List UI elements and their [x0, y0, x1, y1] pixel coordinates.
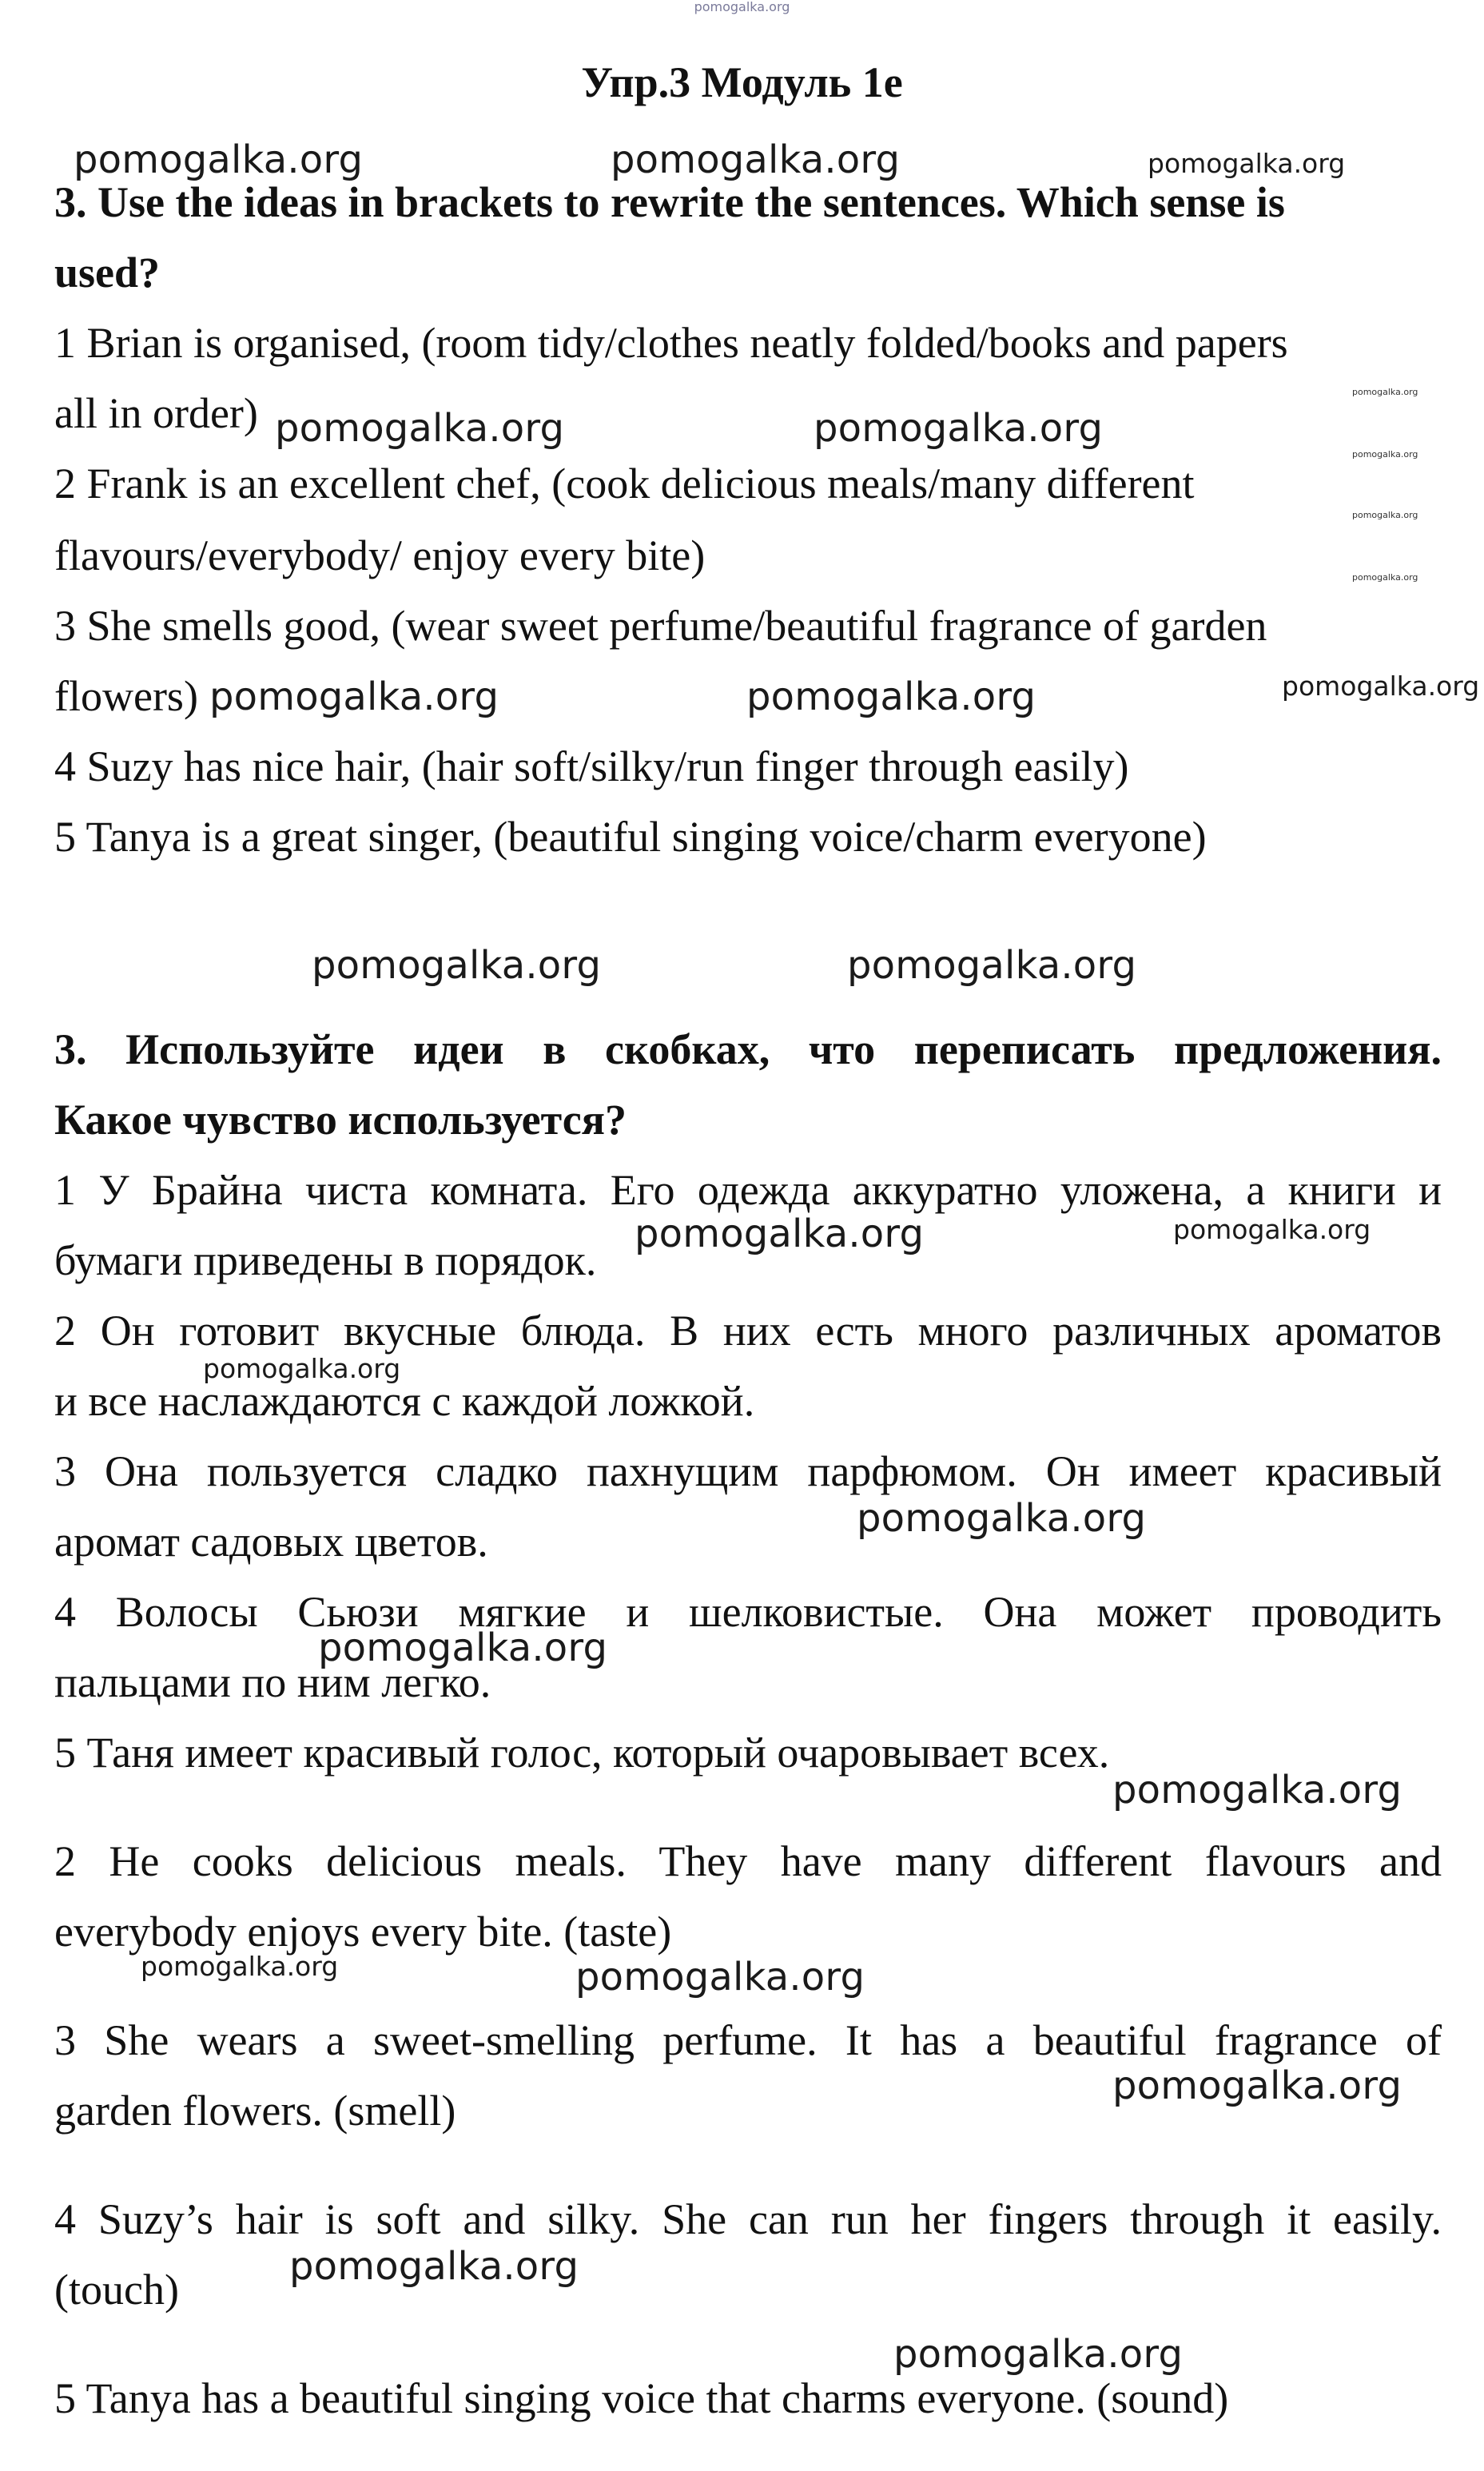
watermark: pomogalka.org	[209, 674, 499, 719]
item-ru-3-line2: аромат садовых цветов.	[54, 1518, 488, 1566]
item-ru-3-line1: 3 Она пользуется сладко пахнущим парфюмом. Он имеет красивый	[54, 1447, 1442, 1495]
item-ru-2-line2: и все наслаждаются с каждой ложкой.	[54, 1377, 755, 1425]
watermark: pomogalka.org	[847, 943, 1137, 988]
watermark: pomogalka.org	[1112, 2063, 1402, 2108]
watermark: pomogalka.org	[1173, 1214, 1371, 1245]
item-en-2-line1: 2 Frank is an excellent chef, (cook delicious meals/many different	[54, 460, 1195, 507]
item-ru-2-line1: 2 Он готовит вкусные блюда. В них есть много различных ароматов	[54, 1307, 1442, 1355]
watermark: pomogalka.org	[814, 406, 1104, 451]
watermark: pomogalka.org	[1112, 1768, 1402, 1812]
watermark: pomogalka.org	[746, 674, 1036, 719]
answer-3-line1: 3 She wears a sweet-smelling perfume. It has a beautiful fragrance of	[54, 2016, 1442, 2064]
watermark: pomogalka.org	[893, 2332, 1184, 2377]
item-en-1-line1: 1 Brian is organised, (room tidy/clothes neatly folded/books and papers	[54, 319, 1288, 367]
watermark: pomogalka.org	[1352, 510, 1418, 520]
page-title: Упр.3 Модуль 1e	[581, 58, 903, 106]
item-en-4-line1: 4 Suzy has nice hair, (hair soft/silky/run finger through easily)	[54, 742, 1129, 790]
watermark: pomogalka.org	[635, 1212, 925, 1256]
item-en-2-line2: flavours/everybody/ enjoy every bite)	[54, 531, 706, 579]
watermark: pomogalka.org	[611, 137, 901, 182]
watermark: pomogalka.org	[312, 943, 602, 988]
item-ru-1-line1: 1 У Брайна чиста комната. Его одежда аккуратно уложена, а книги и	[54, 1166, 1442, 1214]
item-ru-4-line2: пальцами по ним легко.	[54, 1658, 491, 1706]
watermark: pomogalka.org	[141, 1951, 339, 1982]
task-heading-en-line1: 3. Use the ideas in brackets to rewrite the sentences. Which sense is	[54, 178, 1285, 226]
answer-4-line2: (touch)	[54, 2266, 179, 2314]
watermark: pomogalka.org	[318, 1625, 608, 1670]
answer-5-line1: 5 Tanya has a beautiful singing voice that charms everyone. (sound)	[54, 2374, 1229, 2422]
watermark: pomogalka.org	[203, 1353, 401, 1384]
answer-3-line2: garden flowers. (smell)	[54, 2087, 456, 2135]
watermark: pomogalka.org	[289, 2244, 579, 2289]
watermark: pomogalka.org	[1352, 572, 1418, 583]
task-heading-ru-line1: 3. Используйте идеи в скобках, что переписать предложения.	[54, 1025, 1442, 1073]
task-heading-en-line2: used?	[54, 249, 161, 296]
watermark: pomogalka.org	[1352, 449, 1418, 460]
item-ru-1-line2: бумаги приведены в порядок.	[54, 1236, 597, 1284]
watermark: pomogalka.org	[575, 1955, 865, 1999]
watermark: pomogalka.org	[1148, 148, 1346, 179]
item-en-5-line1: 5 Tanya is a great singer, (beautiful singing voice/charm everyone)	[54, 813, 1207, 861]
top-watermark: pomogalka.org	[694, 0, 790, 14]
item-en-3-line1: 3 She smells good, (wear sweet perfume/beautiful fragrance of garden	[54, 602, 1267, 650]
task-heading-ru-line2: Какое чувство используется?	[54, 1096, 627, 1144]
item-ru-5-line1: 5 Таня имеет красивый голос, который очаровывает всех.	[54, 1729, 1110, 1777]
watermark: pomogalka.org	[1282, 670, 1480, 702]
answer-2-line2: everybody enjoys every bite. (taste)	[54, 1908, 672, 1956]
answer-4-line1: 4 Suzy’s hair is soft and silky. She can run her fingers through it easily.	[54, 2195, 1442, 2243]
item-en-1-line2: all in order)	[54, 389, 258, 437]
answer-2-line1: 2 He cooks delicious meals. They have many different flavours and	[54, 1837, 1442, 1885]
watermark: pomogalka.org	[857, 1496, 1147, 1541]
watermark: pomogalka.org	[74, 137, 364, 182]
watermark: pomogalka.org	[1352, 387, 1418, 397]
watermark: pomogalka.org	[275, 406, 565, 451]
item-ru-4-line1: 4 Волосы Сьюзи мягкие и шелковистые. Она может проводить	[54, 1588, 1442, 1636]
item-en-3-line2: flowers)	[54, 672, 198, 720]
